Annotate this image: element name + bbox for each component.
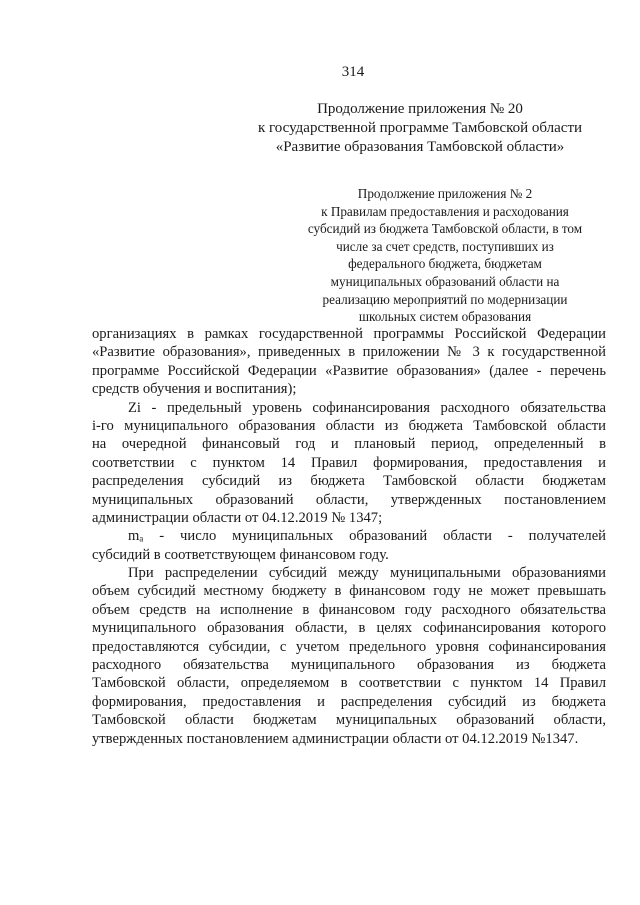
appendix-sub-line: числе за счет средств, поступивших из [336,238,554,254]
body-line: соответствии с пунктом 14 Правил формирования, предоставления и [92,454,606,471]
appendix-sub-line: субсидий из бюджета Тамбовской области, в том [307,221,583,237]
body-line: на очередной финансовый год и плановый период, определенный в [92,436,606,453]
body-line: программе Российской Федерации «Развитие образования» (далее - перечень [92,362,606,379]
body-line: объем средств на исполнение в финансовом году расходного обязательства [92,601,606,618]
appendix-sub-line: школьных систем образования [358,309,532,325]
body-line: При распределении субсидий между муниципальными образованиями [128,565,606,582]
appendix-main-line: к государственной программе Тамбовской области [257,120,583,136]
body-line: муниципальных образований области, утвержденных постановлением [92,491,606,508]
body-line: средств обучения и воспитания); [92,381,297,398]
appendix-sub-line: Продолжение приложения № 2 [357,186,533,201]
appendix-sub-line: реализацию мероприятий по модернизации [322,291,568,307]
body-line: муниципального образования области, в целях софинансирования которого [92,620,606,637]
body-line: формирования, предоставления и распределения субсидий из бюджета [92,693,606,710]
body-line: «Развитие образования», приведенных в приложении № 3 к государственной [92,344,606,361]
body-line: утвержденных постановлением администрации области от 04.12.2019 №1347. [92,730,579,747]
body-line: mₐ - число муниципальных образований области - получателей [128,528,606,545]
body-line: субсидий в соответствующем финансовом году. [92,546,389,563]
body-line: Тамбовской области бюджетам муниципальных образований области, [92,712,606,729]
appendix-sub-line: к Правилам предоставления и расходования [321,203,569,219]
body-line: распределения субсидий из бюджета Тамбовской области бюджетам [92,473,606,490]
appendix-sub-header [300,185,590,326]
appendix-main-header [230,100,610,157]
body-line: объем субсидий местному бюджету в финансовом году не может превышать [92,583,606,600]
body-line: организациях в рамках государственной программы Российской Федерации [92,326,606,342]
appendix-sub-line: федерального бюджета, бюджетам [348,256,542,272]
appendix-main-line: Продолжение приложения № 20 [317,101,523,117]
appendix-sub-line: муниципальных образований области на [330,273,560,289]
body-line: предоставляются субсидии, с учетом предельного уровня софинансирования [92,638,606,655]
page-number: 314 [341,64,365,80]
body-text [92,325,606,748]
body-line: расходного обязательства муниципального образования из бюджета [92,657,606,674]
body-line: Тамбовской области, определяемом в соответствии с пунктом 14 Правил [92,675,606,692]
body-line: Zi - предельный уровень софинансирования расходного обязательства [128,399,606,416]
appendix-main-line: «Развитие образования Тамбовской области» [275,139,565,155]
body-line: администрации области от 04.12.2019 № 1347; [92,509,383,526]
body-line: i-го муниципального образования области из бюджета Тамбовской области [92,417,606,434]
